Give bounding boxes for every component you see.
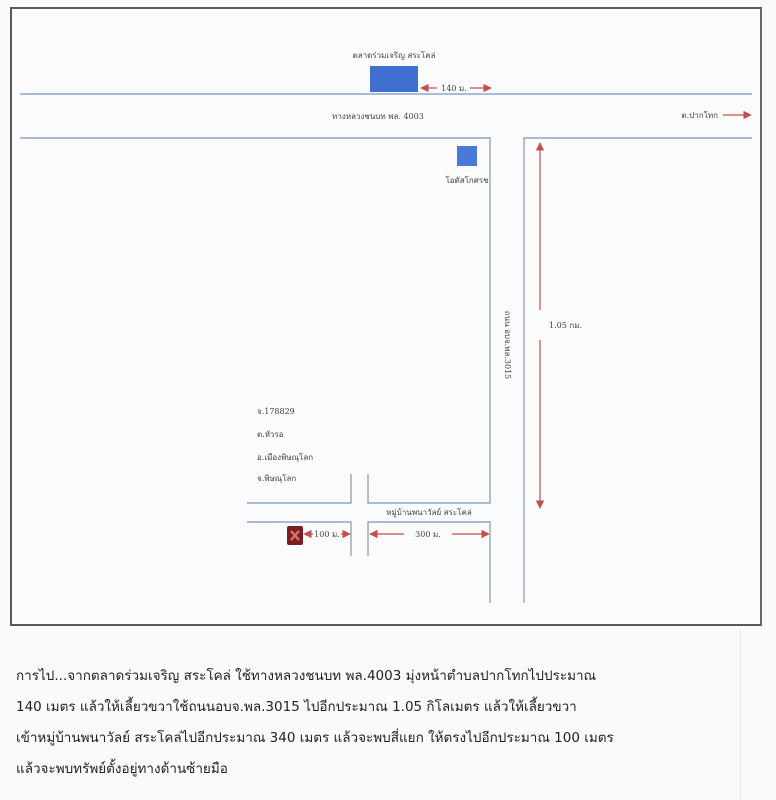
to-pakhok-label: ต.ปากโทก [681,111,718,120]
distance-300-label: 300 ม. [415,530,441,539]
property-info-line-3: อ.เมืองพิษณุโลก [257,453,314,462]
property-x-mark-icon [287,526,303,545]
highway-label: ทางหลวงชนบท พล. 4003 [332,112,424,121]
distance-140-label: 140 ม. [441,84,467,93]
highway-bottom-edge-left [20,138,490,503]
market-label: ตลาดร่วมเจริญ สระโคล่ [352,51,436,60]
property-info-line-2: ต.หัวรอ [257,430,284,439]
directions-line: แล้วจะพบทรัพย์ตั้งอยู่ทางด้านซ้ายมือ [16,761,228,777]
property-info-line-4: จ.พิษณุโลก [257,474,297,483]
directions-line: 140 เมตร แล้วให้เลี้ยวขวาใช้ถนนอบจ.พล.3015 ไปอีกประมาณ 1.05 กิโลเมตร แล้วให้เลี้ยวขวา [16,699,577,715]
temple-square-icon [457,146,477,166]
distance-100-label: 100 ม. [314,530,340,539]
village-label: หมู่บ้านพนาวัลย์ สระโคล่ [386,508,472,517]
market-square-icon [370,66,418,92]
temple-label: โอดัสโกศรช [445,176,489,185]
property-info-line-1: จ.178829 [257,407,295,416]
directions-line: การไป...จากตลาดร่วมเจริญ สระโคล่ ใช้ทางหลวงชนบท พล.4003 มุ่งหน้าตำบลปากโทกไปประมาณ [16,668,597,684]
distance-105-label: 1.05 กม. [549,321,583,330]
directions-text [16,661,736,785]
directions-line: เข้าหมู่บ้านพนาวัลย์ สระโคล่ไปอีกประมาณ 340 เมตร แล้วจะพบสี่แยก ให้ตรงไปอีกประมาณ 100 เมตร [16,730,614,746]
side-road-label: ถนน อบจ.พล.3015 [503,310,512,380]
page-edge-divider [740,630,741,800]
highway-bottom-edge-right [524,138,752,603]
